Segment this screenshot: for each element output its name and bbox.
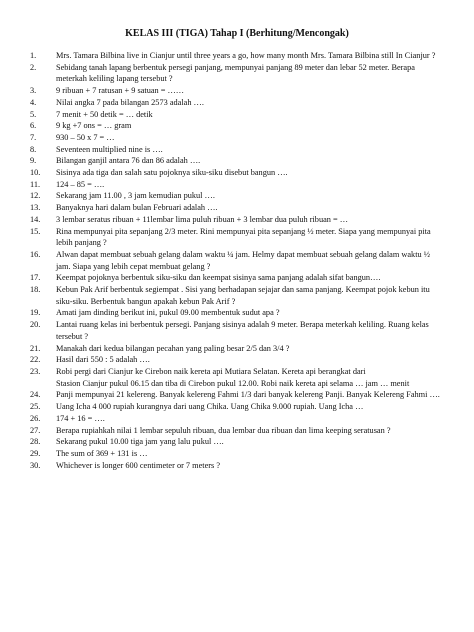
question-item — [30, 97, 450, 109]
question-item — [30, 284, 450, 307]
question-line: Sebidang tanah lapang berbentuk persegi panjang, mempunyai panjang 89 meter dan lebar 52 meter. Berapa — [56, 62, 415, 72]
question-number: 11. — [30, 179, 41, 189]
question-number: 27. — [30, 425, 41, 435]
question-number: 20. — [30, 320, 41, 330]
question-line: Keempat pojoknya berbentuk siku-siku dan keempat sisinya sama panjang adalah sifat bangun…. — [56, 273, 381, 283]
question-line: meterkah keliling lapang tersebut ? — [56, 74, 173, 84]
question-number: 30. — [30, 460, 41, 470]
question-number: 4. — [30, 97, 37, 107]
question-line: Panji mempunyai 21 kelereng. Banyak kelereng Fahmi 1/3 dari banyak kelereng Panji. Banyak Kelereng Fahmi …. — [56, 390, 440, 400]
question-item — [30, 249, 450, 272]
question-line: Manakah dari kedua bilangan pecahan yang paling besar 2/5 dan 3/4 ? — [56, 343, 290, 353]
question-line: 3 lembar seratus ribuan + 11lembar lima puluh ribuan + 3 lembar dua puluh ribuan = … — [56, 214, 349, 224]
question-text — [56, 448, 450, 460]
question-number: 25. — [30, 402, 41, 412]
question-text — [56, 155, 450, 167]
question-line: Berapa rupiahkah nilai 1 lembar sepuluh ribuan, dua lembar dua ribuan dan lima keeping seratusan ? — [56, 425, 391, 435]
question-line: Amati jam dinding berikut ini, pukul 09.00 membentuk sudut apa ? — [56, 308, 280, 318]
question-item — [30, 460, 450, 472]
question-item — [30, 167, 450, 179]
question-text — [56, 272, 450, 284]
question-item — [30, 226, 450, 249]
question-line: lebih panjang ? — [56, 238, 107, 248]
question-text — [56, 249, 450, 272]
question-text — [56, 50, 450, 62]
question-line: Robi pergi dari Cianjur ke Cirebon naik kereta api Mutiara Selatan. Kereta api berangkat dari — [56, 366, 366, 376]
question-item — [30, 319, 450, 342]
question-item — [30, 62, 450, 85]
question-text — [56, 214, 450, 226]
question-line: tersebut ? — [56, 331, 89, 341]
question-text — [56, 436, 450, 448]
question-item — [30, 425, 450, 437]
question-item — [30, 120, 450, 132]
question-number: 21. — [30, 343, 41, 353]
question-line: Sekarang pukul 10.00 tiga jam yang lalu pukul …. — [56, 437, 224, 447]
question-line: 9 kg +7 ons = … gram — [56, 121, 132, 131]
question-text — [56, 85, 450, 97]
question-item — [30, 109, 450, 121]
page-title: KELAS III (TIGA) Tahap I (Berhitung/Mencongak) — [125, 28, 349, 39]
question-text — [56, 319, 450, 342]
question-item — [30, 366, 450, 389]
question-item — [30, 413, 450, 425]
question-text — [56, 366, 450, 389]
question-text — [56, 425, 450, 437]
question-line: Rina mempunyai pita sepanjang 2/3 meter. Rini mempunyai pita sepanjang ½ meter. Siapa yang mempunyai pita — [56, 226, 431, 236]
question-number: 10. — [30, 168, 41, 178]
question-text — [56, 62, 450, 85]
question-text — [56, 190, 450, 202]
question-item — [30, 343, 450, 355]
question-item — [30, 155, 450, 167]
question-number: 17. — [30, 273, 41, 283]
question-line: Banyaknya hari dalam bulan Februari adalah …. — [56, 203, 218, 213]
question-item — [30, 354, 450, 366]
question-item — [30, 389, 450, 401]
question-line: Nilai angka 7 pada bilangan 2573 adalah …. — [56, 97, 204, 107]
question-text — [56, 167, 450, 179]
question-text — [56, 401, 450, 413]
question-number: 23. — [30, 366, 41, 376]
question-line: siku-siku. Berbentuk bangun apakah kebun Pak Arif ? — [56, 296, 236, 306]
question-line: Mrs. Tamara Bilbina live in Cianjur until three years a go, how many month Mrs. Tamara Bilbina still In Cianjur ? — [56, 51, 436, 60]
question-line: 9 ribuan + 7 ratusan + 9 satuan = …… — [56, 86, 185, 96]
question-item — [30, 144, 450, 156]
question-text — [56, 97, 450, 109]
question-text — [56, 120, 450, 132]
question-number: 3. — [30, 86, 37, 96]
question-list — [30, 50, 450, 471]
question-text — [56, 226, 450, 249]
question-line: Sekarang jam 11.00 , 3 jam kemudian pukul …. — [56, 191, 215, 201]
question-number: 2. — [30, 62, 37, 72]
question-number: 13. — [30, 203, 41, 213]
question-line: 174 + 16 = …. — [56, 413, 105, 423]
question-item — [30, 132, 450, 144]
question-number: 6. — [30, 121, 37, 131]
question-line: 7 menit + 50 detik = … detik — [56, 109, 153, 119]
question-item — [30, 190, 450, 202]
question-item — [30, 50, 450, 62]
question-text — [56, 460, 450, 472]
question-line: Stasion Cianjur pukul 06.15 dan tiba di Cirebon pukul 12.00. Robi naik kereta api selama … jam … menit — [56, 378, 410, 388]
question-item — [30, 214, 450, 226]
question-text — [56, 202, 450, 214]
question-item — [30, 85, 450, 97]
question-number: 28. — [30, 437, 41, 447]
question-line: Kebun Pak Arif berbentuk segiempat . Sisi yang berhadapan sejajar dan sama panjang. Keempat pojok kebun itu — [56, 285, 430, 295]
question-number: 7. — [30, 132, 37, 142]
question-line: jam. Siapa yang lebih cepat membuat gelang ? — [56, 261, 211, 271]
question-text — [56, 389, 450, 401]
question-number: 12. — [30, 191, 41, 201]
question-text — [56, 109, 450, 121]
question-item — [30, 401, 450, 413]
question-text — [56, 307, 450, 319]
question-number: 18. — [30, 285, 41, 295]
question-number: 8. — [30, 144, 37, 154]
question-item — [30, 179, 450, 191]
question-item — [30, 448, 450, 460]
question-line: The sum of 369 + 131 is … — [56, 448, 148, 458]
question-line: Bilangan ganjil antara 76 dan 86 adalah …. — [56, 156, 201, 166]
question-number: 15. — [30, 226, 41, 236]
question-text — [56, 132, 450, 144]
question-number: 26. — [30, 413, 41, 423]
question-line: 124 – 85 = …. — [56, 179, 105, 189]
question-line: Lantai ruang kelas ini berbentuk persegi. Panjang sisinya adalah 9 meter. Berapa meterkah keliling. Ruang kelas — [56, 320, 429, 330]
question-line: 930 – 50 x 7 = … — [56, 132, 115, 142]
question-line: Hasil dari 550 : 5 adalah …. — [56, 355, 150, 365]
question-text — [56, 284, 450, 307]
question-text — [56, 413, 450, 425]
question-number: 1. — [30, 51, 37, 60]
question-line: Alwan dapat membuat sebuah gelang dalam waktu ¼ jam. Helmy dapat membuat sebuah gelang dalam waktu ½ — [56, 249, 430, 259]
question-number: 22. — [30, 355, 41, 365]
question-line: Sisinya ada tiga dan salah satu pojoknya siku-siku disebut bangun …. — [56, 168, 288, 178]
question-number: 19. — [30, 308, 41, 318]
question-line: Seventeen multiplied nine is …. — [56, 144, 163, 154]
question-item — [30, 307, 450, 319]
question-item — [30, 202, 450, 214]
question-number: 16. — [30, 249, 41, 259]
question-line: Uang Icha 4 000 rupiah kurangnya dari uang Chika. Uang Chika 9.000 rupiah. Uang Icha … — [56, 402, 364, 412]
question-line: Whichever is longer 600 centimeter or 7 meters ? — [56, 460, 221, 470]
question-text — [56, 354, 450, 366]
question-text — [56, 343, 450, 355]
question-number: 24. — [30, 390, 41, 400]
question-item — [30, 272, 450, 284]
question-text — [56, 144, 450, 156]
question-number: 14. — [30, 214, 41, 224]
question-number: 5. — [30, 109, 37, 119]
question-number: 29. — [30, 448, 41, 458]
question-item — [30, 436, 450, 448]
question-text — [56, 179, 450, 191]
question-number: 9. — [30, 156, 37, 166]
